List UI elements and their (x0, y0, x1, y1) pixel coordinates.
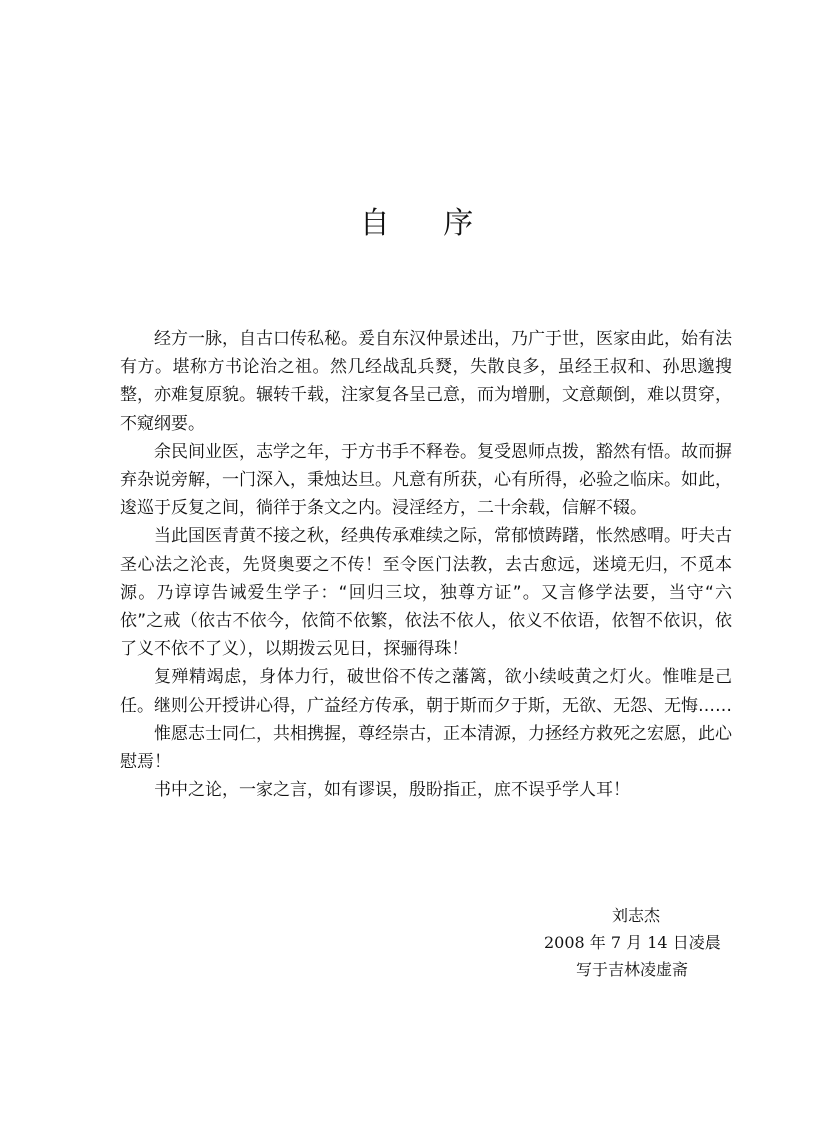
paragraph-2: 余民间业医，志学之年，于方书手不释卷。复受恩师点拨，豁然有悟。故而摒弃杂说旁解，一门深入，秉烛达旦。凡意有所获，心有所得，必验之临床。如此，逡巡于反复之间，徜徉于条文之内。浸淫经方，二十余载，信解不辍。 (120, 441, 732, 519)
preface-body (120, 325, 732, 804)
paragraph-5: 惟愿志士同仁，共相携握，尊经崇古，正本清源，力拯经方救死之宏愿，此心慰焉！ (120, 723, 732, 773)
paragraph-6: 书中之论，一家之言，如有谬误，殷盼指正，庶不误乎学人耳！ (154, 780, 630, 801)
author-place: 写于吉林凌虚斋 (576, 960, 689, 979)
paragraph-3: 当此国医青黄不接之秋，经典传承难续之际，常郁愤踌躇，怅然感喟。吁夫古圣心法之沦丧，先贤奥要之不传！至令医门法教，去古愈远，迷境无归，不觅本源。乃谆谆告诫爱生学子：“回归三坟，独尊方证”。又言修学法要，当守“六依”之戒（依古不依今，依简不依繁，依法不依人，依义不依语，依智不依识，依了义不依不了义），以期拨云见日，探骊得珠！ (120, 526, 732, 660)
author-date: 2008 年 7 月 14 日凌晨 (544, 933, 721, 952)
paragraph-4: 复殚精竭虑，身体力行，破世俗不传之藩篱，欲小续岐黄之灯火。惟唯是己任。继则公开授讲心得，广益经方传承，朝于斯而夕于斯，无欲、无怨、无悔…… (120, 667, 732, 716)
author-name: 刘志杰 (612, 906, 661, 925)
page-title: 自 序 (359, 206, 496, 241)
paragraph-1: 经方一脉，自古口传私秘。爰自东汉仲景述出，乃广于世，医家由此，始有法有方。堪称方书论治之祖。然几经战乱兵燹，失散良多，虽经王叔和、孙思邈搜整，亦难复原貌。辗转千载，注家复各呈己意，而为增删，文意颠倒，难以贯穿，不窥纲要。 (120, 329, 732, 434)
